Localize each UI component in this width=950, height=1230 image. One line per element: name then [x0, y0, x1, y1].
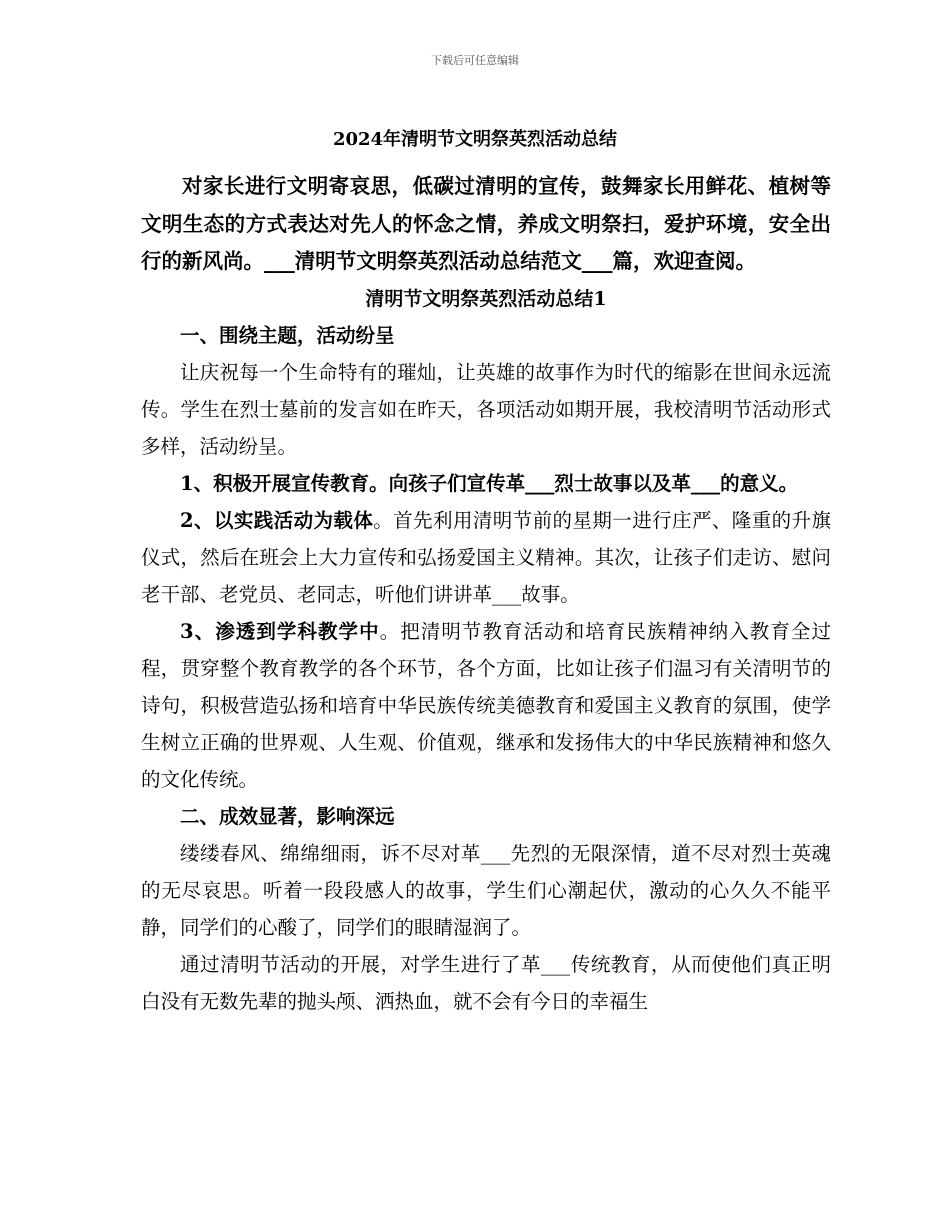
document-title: 2024年清明节文明祭英烈活动总结: [332, 129, 618, 150]
document-body: [141, 168, 831, 1020]
list-item-2: [141, 502, 831, 613]
list-item-1: 1、积极开展宣传教育。向孩子们宣传革___烈士故事以及革___的意义。: [180, 471, 799, 495]
section-heading-1: 一、围绕主题，活动纷呈: [180, 323, 395, 347]
list-item-3: [141, 613, 831, 798]
list-item-3-lead: 3、渗透到学科教学中: [180, 619, 380, 643]
paragraph-1: 让庆祝每一个生命特有的璀灿，让英雄的故事作为时代的缩影在世间永远流传。学生在烈士墓前的发言如在昨天，各项活动如期开展，我校清明节活动形式多样，活动纷呈。: [141, 360, 831, 458]
list-item-3-text: 。把清明节教育活动和培育民族精神纳入教育全过程，贯穿整个教育教学的各个环节，各个方面，比如让孩子们温习有关清明节的诗句，积极营造弘扬和培育中华民族传统美德教育和爱国主义教育的氛围，使学生树立正确的世界观、人生观、价值观，继承和发扬伟大的中华民族精神和悠久的文化传统。: [141, 619, 831, 791]
paragraph-2: 缕缕春风、绵绵细雨，诉不尽对革___先烈的无限深情，道不尽对烈士英魂的无尽哀思。听着一段段感人的故事，学生们心潮起伏，激动的心久久不能平静，同学们的心酸了，同学们的眼睛湿润了。: [141, 841, 831, 939]
section-subtitle: 清明节文明祭英烈活动总结1: [365, 287, 607, 310]
section-heading-2: 二、成效显著，影响深远: [180, 804, 395, 828]
list-item-2-lead: 2、以实践活动为载体: [180, 508, 374, 532]
list-item-2-text: 。首先利用清明节前的星期一进行庄严、隆重的升旗仪式，然后在班会上大力宣传和弘扬爱国主义精神。其次，让孩子们走访、慰问老干部、老党员、老同志，听他们讲讲革___故事。: [141, 508, 831, 606]
paragraph-3: 通过清明节活动的开展，对学生进行了革___传统教育，从而使他们真正明白没有无数先辈的抛头颅、洒热血，就不会有今日的幸福生: [141, 952, 831, 1013]
intro-paragraph: 对家长进行文明寄哀思，低碳过清明的宣传，鼓舞家长用鲜花、植树等文明生态的方式表达对先人的怀念之情，养成文明祭扫，爱护环境，安全出行的新风尚。___清明节文明祭英烈活动总结范文___篇，欢迎查阅。: [141, 174, 831, 273]
page-header-note: 下载后可任意编辑: [431, 54, 519, 67]
